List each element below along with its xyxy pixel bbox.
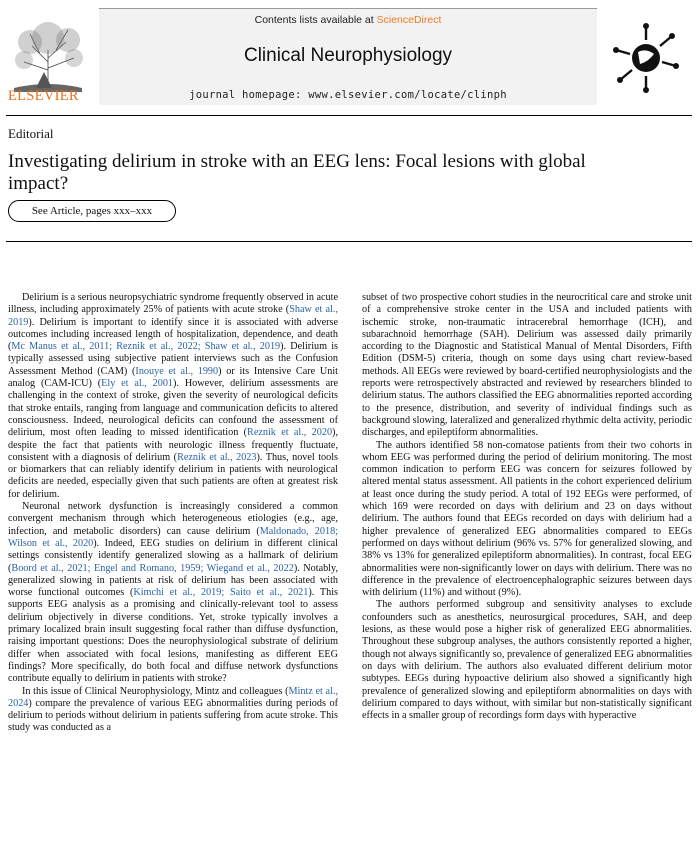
paragraph-text: ), despite the fact that patients with neurologic illness frequently fluctuate, consistent with a diagnosis of delirium ( bbox=[8, 427, 338, 463]
journal-emblem-logo bbox=[610, 22, 682, 94]
journal-header bbox=[0, 0, 697, 112]
paragraph-text: ). Notably, generalized slowing in patients at risk of delirium has been associated with worse functional outcomes ( bbox=[8, 562, 338, 599]
paragraph-text: ). Delirium is typically assessed using subjective patient interviews such as the Confusion Assessment Method (CAM) ( bbox=[8, 341, 339, 377]
citation-link[interactable]: Reznik et al., 2023 bbox=[177, 451, 257, 463]
see-article-link[interactable]: See Article, pages xxx–xxx bbox=[8, 200, 176, 222]
paragraph-text: ). Indeed, EEG studies on delirium in different clinical settings consistently identify generalized slowing as a hallmark of delirium ( bbox=[8, 537, 338, 574]
journal-title: Clinical Neurophysiology bbox=[243, 45, 453, 66]
citation-link[interactable]: Reznik et al., 2020 bbox=[247, 427, 333, 439]
journal-homepage[interactable]: journal homepage: www.elsevier.com/locate/clinph bbox=[189, 89, 507, 101]
paragraph-text: ) or its Intensive Care Unit analog (CAM-ICU) ( bbox=[8, 365, 338, 390]
contents-prefix: Contents lists available at bbox=[254, 14, 377, 26]
paragraph-text: ). Thus, novel tools or biomarkers that can reliably identify delirium in patients with neurological deficits are needed, especially given that such patients are often at greatest risk for delirium. bbox=[8, 451, 339, 500]
citation-link[interactable]: Maldonado, 2018; Wilson et al., 2020 bbox=[8, 525, 339, 549]
contents-line bbox=[99, 14, 597, 26]
citation-link[interactable]: Mintz et al., 2024 bbox=[8, 685, 338, 709]
paragraph-text: In this issue of Clinical Neurophysiology, Mintz and colleagues ( bbox=[22, 685, 289, 697]
paragraph-text: ). Delirium is important to identify since it is associated with adverse outcomes including increased length of hospitalization, dependence, and death ( bbox=[8, 316, 338, 353]
citation-link[interactable]: Boord et al., 2021; Engel and Romano, 1959; Wiegand et al., 2022 bbox=[11, 562, 294, 574]
citation-link[interactable]: Kimchi et al., 2019; Saito et al., 2021 bbox=[133, 587, 309, 599]
citation-link[interactable]: Ely et al., 2001 bbox=[101, 378, 174, 390]
citation-link[interactable]: Mc Manus et al., 2011; Reznik et al., 2022; Shaw et al., 2019 bbox=[11, 341, 281, 353]
citation-link[interactable]: Inouye et al., 1990 bbox=[135, 365, 219, 377]
paragraph-text: ) compare the prevalence of various EEG abnormalities during periods of delirium to periods without delirium in patients suffering from acute stroke. This study was conducted as a bbox=[8, 697, 338, 734]
paragraph-text: Neuronal network dysfunction is increasingly considered a common convergent mechanism through which heterogeneous etiologies (e.g., age, infection, and metabolic disorders) can cause delirium ( bbox=[8, 501, 338, 537]
publisher-name: ELSEVIER bbox=[8, 88, 79, 104]
body-paragraph bbox=[362, 440, 692, 600]
paragraph-text: subset of two prospective cohort studies in the neurocritical care and stroke unit of a comprehensive stroke center in the USA and included patients with ischemic stroke, non-traumatic intracerebral hemorrhage (ICH), and subarachnoid hemorrhage (SAH). Delirium was assessed daily primarily according to the Diagnostic and Statistical Manual of Mental Disorders, Fifth Edition (DSM-5) criteria, though on some days using chart review-based methods. All EEGs were reviewed by board-certified neurophysiologists and the reports were retrospectively abstracted and reviewed by researchers blinded to delirium status. The authors classified the EEG abnormalities reported according to the presence, distribution, and severity of individual findings such as background slowing, lateralized and generalized rhythmic delta activity, periodic discharges, and epileptiform abnormalities. bbox=[362, 292, 692, 439]
paragraph-text: The authors identified 58 non-comatose patients from their two cohorts in whom EEG was performed during the period of delirium monitoring. The most common indication to perform EEG was concern for seizures followed by altered mental status assessment. All patients in the cohort experienced delirium at least once during the study period. A total of 192 EEGs were performed, of which 169 were recorded on days with delirium and 23 on days without delirium. The authors found that EEGs recorded on days with delirium had a higher prevalence of generalized EEG abnormalities compared to EEGs performed on days without delirium (96% vs. 57% for generalized slowing, and 38% vs 13% for generalized epileptiform abnormalities). In contrast, focal EEG abnormalities were non-significantly lower on days with delirium. There was no difference in the prevalence of electroencephalographic seizures between days with delirium (11%) and without (9%). bbox=[362, 439, 692, 599]
paragraph-text: ). This supports EEG analysis as a promising and clinically-relevant tool to assess delirium objectively in diverse conditions. Yet, stroke typically involves a primary localized brain insult suggesting focal rather than diffuse dysfunction, raising important questions: Does the neurophysiological substrate of delirium differ when associated with focal lesions, manifesting as different EEG findings? More specifically, do both focal and diffuse network dysfunctions contribute equally to delirium in patients with stroke? bbox=[8, 587, 338, 685]
body-paragraph bbox=[8, 686, 338, 735]
article-section-label: Editorial bbox=[8, 126, 54, 141]
citation-link[interactable]: Shaw et al., 2019 bbox=[8, 304, 338, 328]
header-divider bbox=[6, 115, 692, 116]
body-paragraph bbox=[8, 501, 338, 685]
paragraph-text: ). However, delirium assessments are challenging in the context of stroke, given the severity of neurological deficits that stroke entails, ranging from language and communication deficits to altered consciousness. Indeed, neurological deficits can confound the assessment of delirium, most often leading to missed identification ( bbox=[8, 378, 339, 439]
body-paragraph bbox=[362, 599, 692, 722]
body-column-left bbox=[8, 292, 338, 735]
title-divider bbox=[6, 241, 692, 242]
journal-banner bbox=[99, 8, 597, 105]
article-title: Investigating delirium in stroke with an EEG lens: Focal lesions with global impact? bbox=[8, 151, 586, 194]
paragraph-text: Delirium is a serious neuropsychiatric syndrome frequently observed in acute illness, including approximately 25% of patients with acute stroke ( bbox=[8, 292, 339, 316]
body-paragraph bbox=[8, 292, 338, 501]
body-paragraph bbox=[362, 292, 692, 440]
paragraph-text: The authors performed subgroup and sensitivity analyses to exclude confounders such as anesthetics, neurosurgical procedures, SAH, and deep lesions, as these would pose a higher risk of generalized EEG abnormalities. Throughout these subgroup analyses, the authors consistently reported a higher, though not always significantly so, prevalence of generalized EEG abnormalities on days with delirium. The authors also evaluated different delirium motor subtypes. EEGs during hypoactive delirium also showed a significantly high prevalence of generalized slowing and epileptiform abnormalities on days with delirium compared to days without, with similar but non-statistically significant effects in a smaller group of recordings form days with hyperactive bbox=[362, 599, 692, 722]
body-column-right bbox=[362, 292, 692, 722]
sciencedirect-link[interactable]: ScienceDirect bbox=[376, 14, 442, 26]
